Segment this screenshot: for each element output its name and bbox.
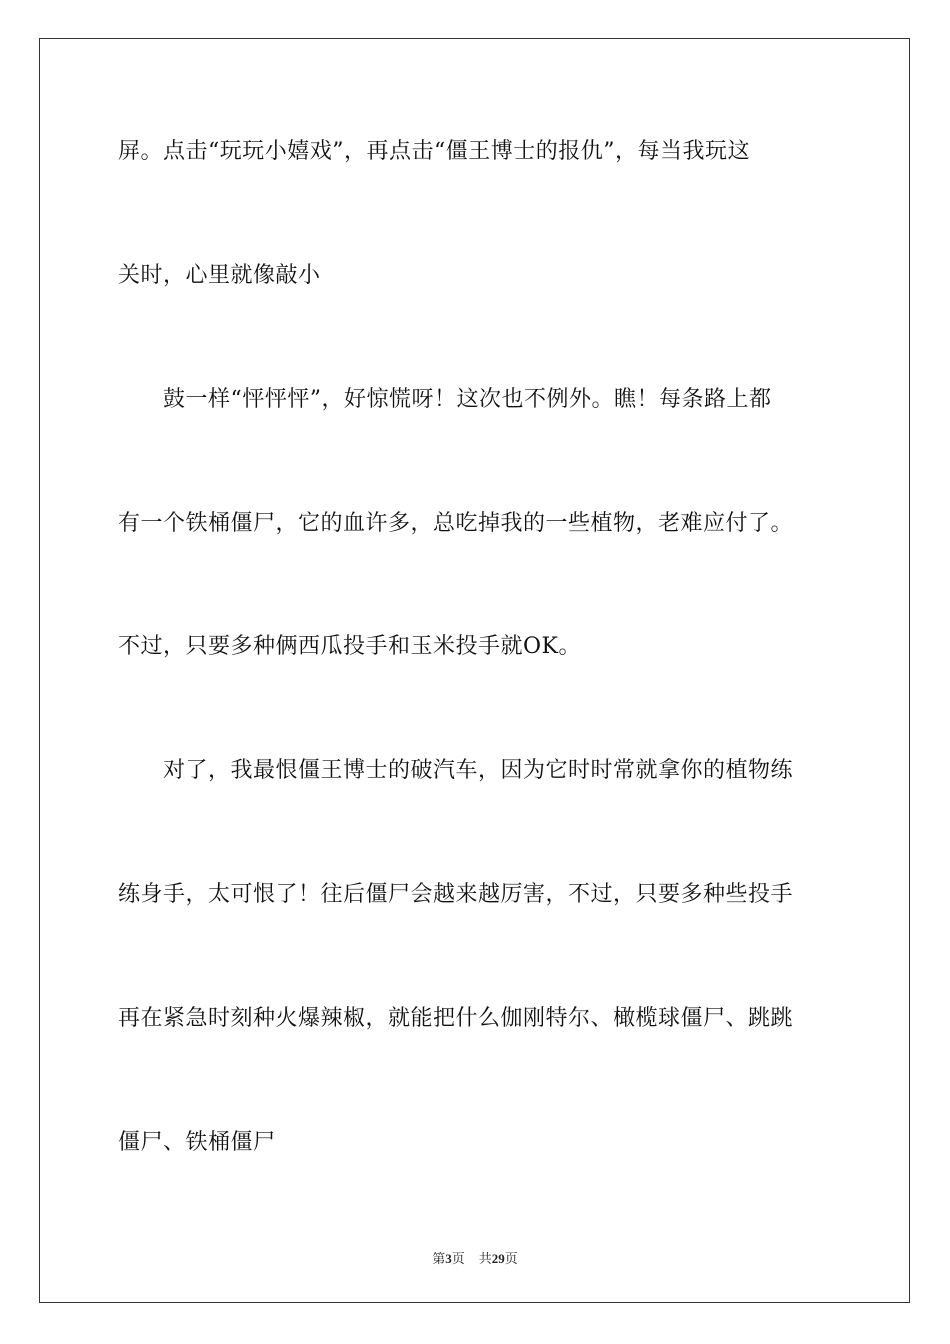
text-line-5: 不过，只要多种俩西瓜投手和玉米投手就OK。: [118, 634, 581, 659]
footer-total-pages: 29: [491, 1251, 505, 1266]
text-line-2: 关时，心里就像敲小: [118, 263, 321, 288]
text-line-8: 再在紧急时刻种火爆辣椒，就能把什么伽刚特尔、橄榄球僵尸、跳跳: [118, 1006, 794, 1031]
page-footer: [0, 1248, 950, 1267]
footer-page-number: 3: [445, 1251, 452, 1266]
footer-total-suffix: 页: [504, 1251, 518, 1266]
text-line-4: 有一个铁桶僵尸，它的血许多，总吃掉我的一些植物，老难应付了。: [118, 511, 794, 536]
footer-total-prefix: 共: [478, 1251, 492, 1266]
page-border: [39, 38, 910, 1303]
footer-page-suffix: 页: [451, 1251, 465, 1266]
text-line-7: 练身手，太可恨了！往后僵尸会越来越厉害，不过，只要多种些投手: [118, 882, 794, 907]
text-line-1: 屏。点击“玩玩小嬉戏”，再点击“僵王博士的报仇”，每当我玩这: [118, 139, 750, 164]
text-line-6: 对了，我最恨僵王博士的破汽车，因为它时时常就拿你的植物练: [163, 758, 794, 783]
text-line-9: 僵尸、铁桶僵尸: [118, 1130, 276, 1155]
text-line-3: 鼓一样“怦怦怦”，好惊慌呀！这次也不例外。瞧！每条路上都: [163, 387, 772, 412]
footer-page-prefix: 第: [432, 1251, 446, 1266]
